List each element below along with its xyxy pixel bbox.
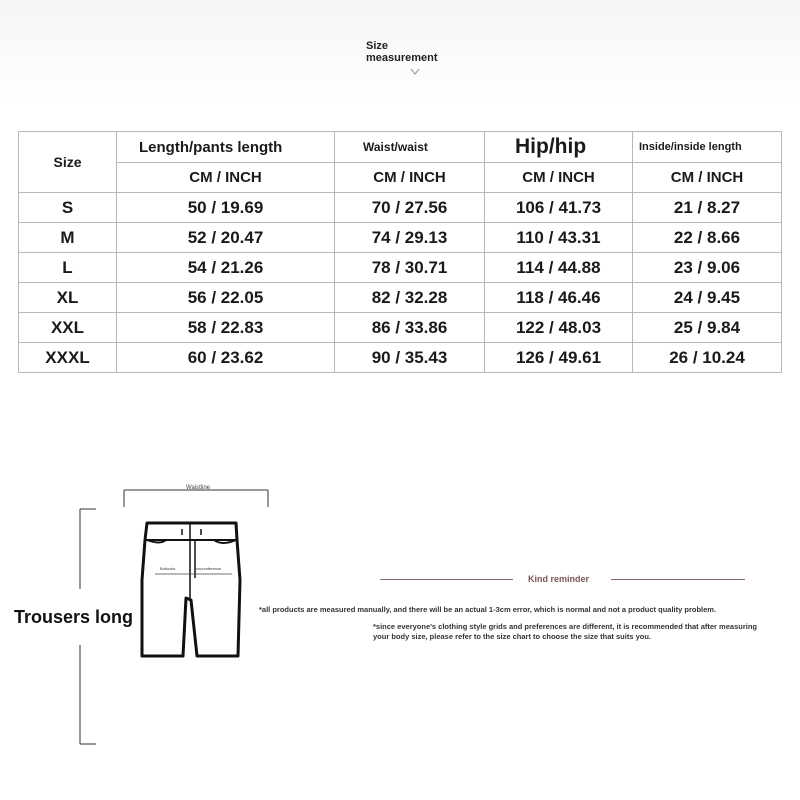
reminder-note: *since everyone's clothing style grids and preferences are different, it is recommended that after measuring your body size, please refer to the size chart to choose the size that suits you. bbox=[373, 622, 757, 641]
table-row bbox=[19, 193, 782, 223]
table-cell: 23 / 9.06 bbox=[633, 253, 782, 283]
size-header: Size bbox=[19, 132, 117, 193]
trousers-length-label: Trousers long bbox=[14, 607, 134, 627]
table-row bbox=[19, 253, 782, 283]
table-cell: 86 / 33.86 bbox=[335, 313, 485, 343]
waistline-label: Waistline bbox=[186, 485, 211, 491]
size-cell: S bbox=[19, 193, 117, 223]
table-row bbox=[19, 223, 782, 253]
table-cell: 54 / 21.26 bbox=[117, 253, 335, 283]
table-cell: 21 / 8.27 bbox=[633, 193, 782, 223]
unit-header: CM / INCH bbox=[633, 163, 782, 193]
size-cell: XXL bbox=[19, 313, 117, 343]
column-header: Inside/inside length bbox=[633, 132, 782, 163]
table-cell: 114 / 44.88 bbox=[485, 253, 633, 283]
table-cell: 60 / 23.62 bbox=[117, 343, 335, 373]
table-cell: 106 / 41.73 bbox=[485, 193, 633, 223]
size-cell: XL bbox=[19, 283, 117, 313]
column-header: Length/pants length bbox=[117, 132, 335, 163]
table-cell: 52 / 20.47 bbox=[117, 223, 335, 253]
table-cell: 122 / 48.03 bbox=[485, 313, 633, 343]
column-header: Waist/waist bbox=[335, 132, 485, 163]
table-cell: 82 / 32.28 bbox=[335, 283, 485, 313]
table-unit-row bbox=[19, 163, 782, 193]
buttocks-label: Buttocks bbox=[160, 566, 176, 571]
table-row bbox=[19, 313, 782, 343]
size-cell: M bbox=[19, 223, 117, 253]
table-cell: 56 / 22.05 bbox=[117, 283, 335, 313]
table-cell: 118 / 46.46 bbox=[485, 283, 633, 313]
table-header-row bbox=[19, 132, 782, 163]
circumference-label: circumference bbox=[196, 566, 222, 571]
divider bbox=[611, 579, 745, 580]
reminder-note: *all products are measured manually, and there will be an actual 1-3cm error, which is normal and not a product quality problem. bbox=[259, 605, 717, 614]
table-cell: 74 / 29.13 bbox=[335, 223, 485, 253]
chevron-down-icon bbox=[410, 66, 420, 76]
table-cell: 58 / 22.83 bbox=[117, 313, 335, 343]
column-header: Hip/hip bbox=[485, 132, 633, 163]
table-cell: 90 / 35.43 bbox=[335, 343, 485, 373]
table-row bbox=[19, 283, 782, 313]
page-header bbox=[366, 40, 506, 64]
table-cell: 26 / 10.24 bbox=[633, 343, 782, 373]
size-cell: L bbox=[19, 253, 117, 283]
waistline-bracket bbox=[124, 490, 268, 507]
table-cell: 22 / 8.66 bbox=[633, 223, 782, 253]
table-cell: 50 / 19.69 bbox=[117, 193, 335, 223]
table-row bbox=[19, 343, 782, 373]
trousers-icon bbox=[142, 523, 240, 656]
reminder-title: Kind reminder bbox=[528, 574, 590, 584]
header-line-2: measurement bbox=[366, 52, 438, 64]
table-cell: 25 / 9.84 bbox=[633, 313, 782, 343]
unit-header: CM / INCH bbox=[335, 163, 485, 193]
divider bbox=[380, 579, 513, 580]
table-cell: 70 / 27.56 bbox=[335, 193, 485, 223]
size-cell: XXXL bbox=[19, 343, 117, 373]
table-cell: 78 / 30.71 bbox=[335, 253, 485, 283]
table-cell: 24 / 9.45 bbox=[633, 283, 782, 313]
header-line-1: Size bbox=[366, 40, 389, 52]
unit-header: CM / INCH bbox=[117, 163, 335, 193]
table-cell: 110 / 43.31 bbox=[485, 223, 633, 253]
size-table bbox=[18, 131, 782, 373]
table-cell: 126 / 49.61 bbox=[485, 343, 633, 373]
unit-header: CM / INCH bbox=[485, 163, 633, 193]
